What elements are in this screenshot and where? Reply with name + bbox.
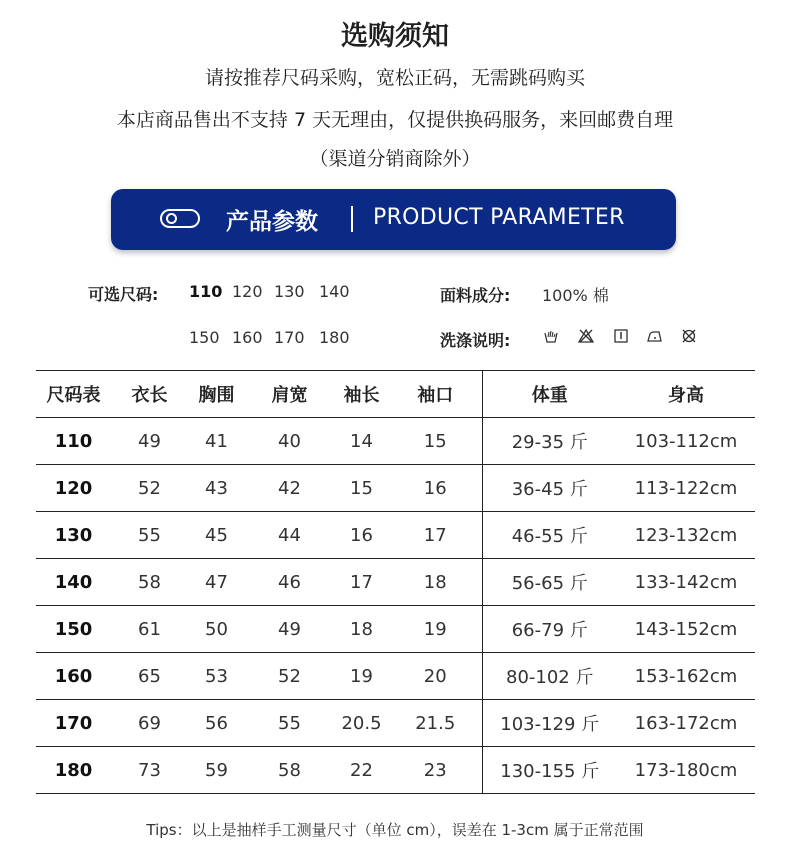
notice-line-1: 请按推荐尺码采购，宽松正码，无需跳码购买 (204, 67, 585, 89)
table-cell: 20.5 (334, 700, 389, 747)
table-cell: 16 (334, 512, 389, 559)
column-header: 体重 (482, 371, 617, 418)
table-cell: 17 (389, 512, 482, 559)
table-cell: 47 (188, 559, 245, 606)
table-cell: 15 (334, 465, 389, 512)
column-header: 胸围 (188, 371, 245, 418)
table-cell: 59 (188, 747, 245, 794)
table-cell: 43 (188, 465, 245, 512)
tips-text: Tips：以上是抽样手工测量尺寸（单位 cm），误差在 1-3cm 属于正常范围 (146, 821, 644, 839)
table-cell: 103-129 斤 (482, 700, 617, 747)
table-row (36, 418, 755, 465)
table-cell: 18 (334, 606, 389, 653)
table-cell: 130 (36, 512, 111, 559)
no-bleach-icon (578, 328, 594, 344)
table-cell: 103-112cm (617, 418, 755, 465)
column-header: 袖长 (334, 371, 389, 418)
table-cell: 73 (111, 747, 188, 794)
table-cell: 80-102 斤 (482, 653, 617, 700)
table-row (36, 512, 755, 559)
table-cell: 173-180cm (617, 747, 755, 794)
banner-title-en: PRODUCT PARAMETER (373, 205, 625, 230)
table-cell: 113-122cm (617, 465, 755, 512)
table-cell: 180 (36, 747, 111, 794)
size-table (36, 370, 755, 794)
table-cell: 23 (389, 747, 482, 794)
table-cell: 44 (245, 512, 334, 559)
table-row (36, 465, 755, 512)
table-cell: 45 (188, 512, 245, 559)
table-cell: 69 (111, 700, 188, 747)
size-option: 180 (319, 328, 350, 347)
table-cell: 19 (334, 653, 389, 700)
column-header: 身高 (617, 371, 755, 418)
size-option: 130 (274, 282, 305, 301)
table-cell: 143-152cm (617, 606, 755, 653)
column-header: 尺码表 (36, 371, 111, 418)
column-header: 衣长 (111, 371, 188, 418)
notice-title: 选购须知 (341, 21, 449, 52)
table-cell: 21.5 (389, 700, 482, 747)
table-cell: 19 (389, 606, 482, 653)
column-header: 袖口 (389, 371, 482, 418)
table-cell: 160 (36, 653, 111, 700)
table-cell: 17 (334, 559, 389, 606)
table-cell: 52 (111, 465, 188, 512)
table-cell: 15 (389, 418, 482, 465)
iron-icon (647, 328, 663, 344)
table-cell: 53 (188, 653, 245, 700)
product-parameter-banner (111, 189, 676, 250)
size-option: 110 (189, 282, 223, 301)
toggle-icon (160, 209, 200, 228)
table-cell: 55 (111, 512, 188, 559)
size-option: 160 (232, 328, 263, 347)
tumble-dry-icon (613, 328, 629, 344)
table-cell: 18 (389, 559, 482, 606)
table-cell: 20 (389, 653, 482, 700)
column-header: 肩宽 (245, 371, 334, 418)
table-cell: 55 (245, 700, 334, 747)
size-option: 150 (189, 328, 220, 347)
table-cell: 153-162cm (617, 653, 755, 700)
no-dry-clean-icon (681, 328, 697, 344)
banner-divider (351, 206, 353, 232)
table-cell: 110 (36, 418, 111, 465)
table-cell: 56-65 斤 (482, 559, 617, 606)
fabric-value: 100% 棉 (542, 286, 609, 305)
table-cell: 14 (334, 418, 389, 465)
table-cell: 123-132cm (617, 512, 755, 559)
table-cell: 58 (111, 559, 188, 606)
table-cell: 16 (389, 465, 482, 512)
table-cell: 120 (36, 465, 111, 512)
table-cell: 133-142cm (617, 559, 755, 606)
table-cell: 150 (36, 606, 111, 653)
table-row (36, 653, 755, 700)
table-cell: 61 (111, 606, 188, 653)
table-cell: 49 (245, 606, 334, 653)
wash-label: 洗涤说明: (440, 331, 511, 350)
table-cell: 50 (188, 606, 245, 653)
table-cell: 36-45 斤 (482, 465, 617, 512)
table-cell: 29-35 斤 (482, 418, 617, 465)
size-option: 140 (319, 282, 350, 301)
table-row (36, 747, 755, 794)
table-row (36, 606, 755, 653)
notice-line-3: （渠道分销商除外） (309, 148, 481, 170)
table-cell: 163-172cm (617, 700, 755, 747)
table-cell: 46-55 斤 (482, 512, 617, 559)
table-row (36, 559, 755, 606)
table-cell: 140 (36, 559, 111, 606)
notice-line-2: 本店商品售出不支持 7 天无理由，仅提供换码服务，来回邮费自理 (116, 109, 674, 131)
table-cell: 42 (245, 465, 334, 512)
table-cell: 40 (245, 418, 334, 465)
hand-wash-icon (543, 328, 559, 344)
table-cell: 65 (111, 653, 188, 700)
fabric-label: 面料成分: (440, 286, 511, 305)
table-cell: 49 (111, 418, 188, 465)
table-cell: 22 (334, 747, 389, 794)
table-cell: 58 (245, 747, 334, 794)
table-cell: 170 (36, 700, 111, 747)
size-option: 120 (232, 282, 263, 301)
size-option: 170 (274, 328, 305, 347)
table-cell: 46 (245, 559, 334, 606)
table-row (36, 700, 755, 747)
size-options-label: 可选尺码: (88, 285, 159, 304)
table-cell: 52 (245, 653, 334, 700)
table-cell: 66-79 斤 (482, 606, 617, 653)
table-cell: 56 (188, 700, 245, 747)
banner-title-cn: 产品参数 (226, 209, 318, 235)
table-cell: 41 (188, 418, 245, 465)
table-cell: 130-155 斤 (482, 747, 617, 794)
